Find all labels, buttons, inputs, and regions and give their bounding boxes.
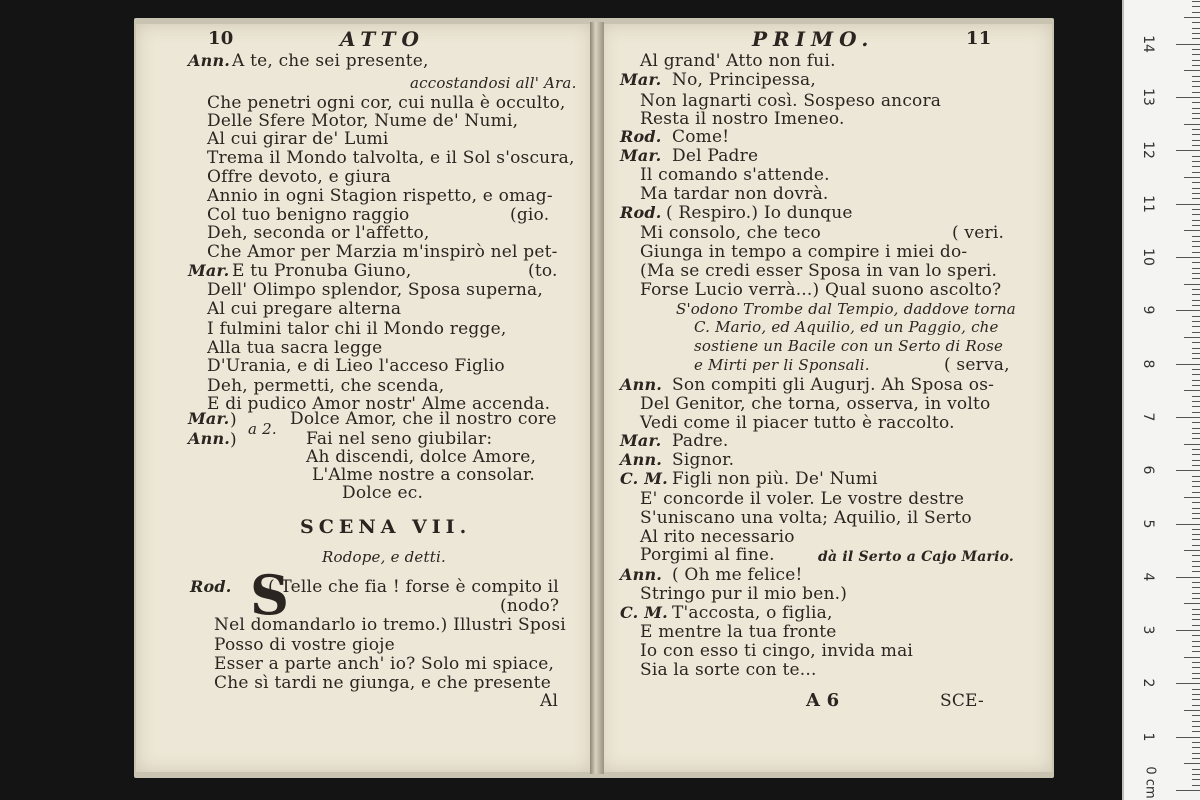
ruler-tick	[1176, 737, 1200, 738]
ruler-tick	[1176, 470, 1200, 471]
speaker-label: Ann.	[620, 565, 663, 584]
ruler-tick	[1192, 406, 1200, 407]
verse-line: Al rito necessario	[640, 527, 795, 547]
catchword: Al	[540, 691, 559, 711]
speaker-label: Rod.	[190, 577, 232, 596]
ruler-tick	[1192, 571, 1200, 572]
ruler-tick	[1192, 86, 1200, 87]
verse-line: A te, che sei presente,	[232, 51, 429, 71]
verse-line: Non lagnarti così. Sospeso ancora	[640, 91, 942, 111]
ruler-number: 2	[1140, 678, 1156, 688]
ruler-tick	[1192, 641, 1200, 642]
ruler-tick	[1192, 305, 1200, 306]
ruler-tick	[1192, 316, 1200, 317]
speaker-label: Mar.	[188, 261, 230, 280]
ruler-tick	[1192, 502, 1200, 503]
ruler-tick	[1192, 353, 1200, 354]
ruler-tick	[1192, 651, 1200, 652]
verse-line: Col tuo benigno raggio	[207, 205, 410, 225]
verse-line: T'accosta, o figlia,	[672, 603, 833, 623]
verse-line: Son compiti gli Augurj. Ah Sposa os-	[672, 375, 995, 395]
ruler-tick	[1192, 689, 1200, 690]
verse-line: Che Amor per Marzia m'inspirò nel pet-	[207, 242, 558, 262]
ruler-tick	[1192, 166, 1200, 167]
ruler-tick	[1176, 150, 1200, 151]
verse-line: Che penetri ogni cor, cui nulla è occulto,	[207, 93, 566, 113]
verse-line: Che sì tardi ne giunga, e che presente	[214, 673, 551, 693]
verse-line: Vedi come il piacer tutto è raccolto.	[640, 413, 955, 433]
verse-line: Posso di vostre gioje	[214, 635, 395, 655]
verse-line: E' concorde il voler. Le vostre destre	[640, 489, 965, 509]
ruler-tick	[1192, 758, 1200, 759]
speaker-label: Mar.	[620, 431, 662, 450]
verse-line: Stringo pur il mio ben.)	[640, 584, 848, 604]
ruler-tick	[1192, 715, 1200, 716]
verse-line: Dolce Amor, che il nostro core	[290, 409, 557, 429]
ruler-tick	[1176, 630, 1200, 631]
ruler-tick	[1192, 321, 1200, 322]
ruler-tick	[1192, 380, 1200, 381]
stage-direction: C. Mario, ed Aquilio, ed un Paggio, che	[694, 318, 999, 336]
ruler-tick	[1192, 38, 1200, 39]
verse-line: Fai nel seno giubilar:	[306, 429, 493, 449]
ruler-tick	[1192, 182, 1200, 183]
speaker-label: Ann.	[620, 375, 663, 394]
ruler-tick	[1192, 705, 1200, 706]
ruler-tick	[1192, 156, 1200, 157]
ruler-tick	[1192, 555, 1200, 556]
verse-line: Porgimi al fine.	[640, 545, 775, 565]
verse-turnover: ( serva,	[944, 355, 1010, 375]
ruler-tick	[1192, 678, 1200, 679]
verse-line: Io con esso ti cingo, invida mai	[640, 641, 914, 661]
ruler-tick	[1192, 476, 1200, 477]
ruler-tick	[1192, 1, 1200, 2]
ruler-tick	[1192, 113, 1200, 114]
ruler-tick	[1192, 753, 1200, 754]
verse-line: L'Alme nostre a consolar.	[312, 465, 536, 485]
verse-line: Offre devoto, e giura	[207, 167, 391, 187]
ruler-tick	[1184, 603, 1200, 604]
verse-line: Alla tua sacra legge	[207, 338, 383, 358]
verse-line: Ma tardar non dovrà.	[640, 184, 829, 204]
ruler-tick	[1192, 209, 1200, 210]
ruler-tick	[1192, 161, 1200, 162]
ruler-tick	[1184, 710, 1200, 711]
verse-line: Mi consolo, che teco	[640, 223, 821, 243]
verse-line: Annio in ogni Stagion rispetto, e omag-	[207, 186, 553, 206]
ruler-tick	[1176, 524, 1200, 525]
ruler-tick	[1192, 172, 1200, 173]
verse-line: Al cui girar de' Lumi	[207, 129, 389, 149]
ruler-tick	[1184, 124, 1200, 125]
scene-cast: Rodope, e detti.	[322, 548, 446, 566]
page-number: 10	[208, 28, 234, 49]
ruler-tick	[1192, 145, 1200, 146]
brace-mark: )	[230, 430, 237, 450]
ruler-tick	[1192, 662, 1200, 663]
stage-direction: dà il Serto a Cajo Mario.	[818, 549, 1014, 565]
ruler-tick	[1184, 550, 1200, 551]
ruler-tick	[1192, 396, 1200, 397]
ruler-tick	[1192, 65, 1200, 66]
ruler-tick	[1192, 561, 1200, 562]
ruler-tick	[1192, 545, 1200, 546]
ruler-tick	[1192, 785, 1200, 786]
verse-line: ( Respiro.) Io dunque	[666, 203, 853, 223]
ruler-tick	[1192, 726, 1200, 727]
ruler-tick	[1192, 214, 1200, 215]
ruler-tick	[1192, 492, 1200, 493]
ruler-tick	[1184, 390, 1200, 391]
ruler-tick	[1192, 262, 1200, 263]
ruler-tick	[1192, 134, 1200, 135]
ruler-tick	[1192, 33, 1200, 34]
verse-line: No, Principessa,	[672, 70, 816, 90]
verse-line: Figli non più. De' Numi	[672, 469, 878, 489]
speaker-label: Rod.	[620, 127, 662, 146]
ruler-tick	[1192, 369, 1200, 370]
measuring-ruler	[1122, 0, 1200, 800]
ruler-tick	[1192, 198, 1200, 199]
ruler-number: 13	[1140, 88, 1156, 106]
verse-line: ( Telle che fia ! forse è compito il	[268, 577, 559, 597]
ruler-tick	[1192, 193, 1200, 194]
verse-line: Al cui pregare alterna	[207, 299, 402, 319]
ruler-tick	[1192, 348, 1200, 349]
verse-line: Giunga in tempo a compire i miei do-	[640, 242, 968, 262]
ruler-tick	[1192, 742, 1200, 743]
ruler-number: 5	[1140, 519, 1156, 528]
ruler-tick	[1192, 667, 1200, 668]
ruler-number: 7	[1140, 412, 1156, 422]
ruler-tick	[1192, 721, 1200, 722]
ruler-tick	[1192, 12, 1200, 13]
speaker-label: Mar.	[188, 409, 230, 428]
ruler-number: 4	[1140, 572, 1156, 582]
verse-line: ( Oh me felice!	[672, 565, 803, 585]
ruler-tick	[1192, 140, 1200, 141]
ruler-tick	[1192, 300, 1200, 301]
ruler-number: 1	[1140, 732, 1156, 742]
speaker-label: Ann.	[620, 450, 663, 469]
ruler-tick	[1192, 374, 1200, 375]
stage-direction: S'odono Trombe dal Tempio, daddove torna	[676, 300, 1016, 318]
ruler-number: 8	[1140, 359, 1156, 369]
ruler-tick	[1176, 683, 1200, 684]
ruler-tick	[1184, 444, 1200, 445]
ruler-tick	[1176, 310, 1200, 311]
verse-line: Dell' Olimpo splendor, Sposa superna,	[207, 280, 543, 300]
ruler-tick	[1192, 92, 1200, 93]
verse-line: Sia la sorte con te...	[640, 660, 817, 680]
ruler-tick	[1192, 598, 1200, 599]
ruler-tick	[1192, 460, 1200, 461]
ruler-tick	[1192, 332, 1200, 333]
ruler-tick	[1192, 587, 1200, 588]
ruler-tick	[1176, 577, 1200, 578]
ruler-tick	[1192, 118, 1200, 119]
ruler-tick	[1192, 108, 1200, 109]
ruler-tick	[1192, 699, 1200, 700]
ruler-tick	[1192, 428, 1200, 429]
ruler-tick	[1176, 44, 1200, 45]
ruler-number: 10	[1140, 248, 1156, 266]
ruler-tick	[1192, 22, 1200, 23]
verse-turnover: (gio.	[510, 205, 550, 225]
ruler-tick	[1192, 673, 1200, 674]
ruler-tick	[1184, 657, 1200, 658]
ruler-tick	[1184, 763, 1200, 764]
verse-line: Al grand' Atto non fui.	[640, 51, 836, 71]
ruler-tick	[1192, 609, 1200, 610]
ruler-tick	[1192, 28, 1200, 29]
ruler-tick	[1176, 257, 1200, 258]
ruler-tick	[1192, 6, 1200, 7]
ruler-tick	[1192, 81, 1200, 82]
verse-line: E tu Pronuba Giuno,	[232, 261, 412, 281]
ruler-tick	[1192, 454, 1200, 455]
ruler-tick	[1192, 614, 1200, 615]
verse-line: S'uniscano una volta; Aquilio, il Serto	[640, 508, 972, 528]
ruler-tick	[1192, 268, 1200, 269]
ruler-number: 3	[1140, 625, 1156, 635]
ruler-tick	[1176, 417, 1200, 418]
ruler-tick	[1184, 177, 1200, 178]
verse-line: Forse Lucio verrà...) Qual suono ascolto?	[640, 280, 1002, 300]
ruler-tick	[1184, 497, 1200, 498]
ruler-tick	[1176, 790, 1200, 791]
running-head: PRIMO.	[752, 27, 875, 51]
ruler-tick	[1192, 76, 1200, 77]
speaker-label: C. M.	[620, 603, 668, 622]
ruler-tick	[1176, 97, 1200, 98]
verse-line: Ah discendi, dolce Amore,	[306, 447, 537, 467]
verse-line: Il comando s'attende.	[640, 165, 830, 185]
speaker-label: Ann.	[188, 429, 231, 448]
ruler-tick	[1192, 342, 1200, 343]
ruler-tick	[1192, 769, 1200, 770]
ruler-tick	[1192, 289, 1200, 290]
ruler-tick	[1192, 774, 1200, 775]
ruler-tick	[1192, 513, 1200, 514]
ruler-tick	[1192, 779, 1200, 780]
ruler-tick	[1192, 438, 1200, 439]
ruler-number: 11	[1140, 194, 1156, 213]
brace-mark: )	[230, 410, 237, 430]
ruler-tick	[1192, 694, 1200, 695]
ruler-tick	[1192, 619, 1200, 620]
ruler-tick	[1192, 294, 1200, 295]
ruler-tick	[1184, 17, 1200, 18]
book-gutter	[590, 22, 604, 774]
running-head: ATTO	[340, 27, 425, 51]
verse-line: E mentre la tua fronte	[640, 622, 837, 642]
speaker-label: Mar.	[620, 70, 662, 89]
ruler-tick	[1176, 204, 1200, 205]
verse-turnover: (to.	[528, 261, 558, 281]
drop-cap-letter: S	[250, 563, 289, 627]
ruler-tick	[1192, 449, 1200, 450]
verse-turnover: ( veri.	[952, 223, 1005, 243]
stage-direction: accostandosi all' Ara.	[410, 74, 577, 92]
verse-line: Padre.	[672, 431, 729, 451]
ruler-tick	[1192, 326, 1200, 327]
stage-direction: sostiene un Bacile con un Serto di Rose	[694, 337, 1004, 355]
verse-line: Resta il nostro Imeneo.	[640, 109, 845, 129]
ruler-number: 12	[1140, 141, 1156, 160]
verse-line: E di pudico Amor nostr' Alme accenda.	[207, 394, 551, 414]
ruler-tick	[1192, 102, 1200, 103]
ruler-tick	[1192, 236, 1200, 237]
verse-line: I fulmini talor chi il Mondo regge,	[207, 319, 507, 339]
ruler-tick	[1184, 230, 1200, 231]
ruler-tick	[1192, 129, 1200, 130]
verse-line: (Ma se credi esser Sposa in van lo speri.	[640, 261, 998, 281]
signature-mark: A 6	[806, 690, 840, 711]
ruler-tick	[1192, 481, 1200, 482]
verse-line: Delle Sfere Motor, Nume de' Numi,	[207, 111, 519, 131]
ruler-tick	[1192, 747, 1200, 748]
ruler-tick	[1192, 358, 1200, 359]
ruler-tick	[1192, 273, 1200, 274]
ruler-tick	[1192, 278, 1200, 279]
stage-direction: e Mirti per li Sponsali.	[694, 356, 870, 374]
speaker-label: Ann.	[188, 51, 231, 70]
ruler-tick	[1192, 566, 1200, 567]
verse-line: Signor.	[672, 450, 735, 470]
ruler-number: 6	[1140, 465, 1156, 475]
ruler-tick	[1192, 246, 1200, 247]
ruler-tick	[1192, 529, 1200, 530]
a-due-marker: a 2.	[248, 420, 277, 438]
ruler-tick	[1192, 433, 1200, 434]
ruler-tick	[1184, 337, 1200, 338]
ruler-number: 14	[1140, 34, 1156, 53]
page-number: 11	[966, 28, 992, 49]
catchword: SCE-	[940, 691, 984, 711]
verse-line: Deh, permetti, che scenda,	[207, 376, 445, 396]
ruler-tick	[1192, 582, 1200, 583]
verse-line: Come!	[672, 127, 730, 147]
ruler-tick	[1192, 54, 1200, 55]
ruler-tick	[1192, 593, 1200, 594]
verse-line: Deh, seconda or l'affetto,	[207, 223, 430, 243]
ruler-tick	[1192, 252, 1200, 253]
ruler-tick	[1192, 225, 1200, 226]
verse-line: Trema il Mondo talvolta, e il Sol s'oscura,	[207, 148, 575, 168]
verse-line: Del Genitor, che torna, osserva, in volto	[640, 394, 991, 414]
ruler-tick	[1176, 364, 1200, 365]
ruler-tick	[1192, 422, 1200, 423]
ruler-tick	[1192, 385, 1200, 386]
verse-line: Dolce ec.	[342, 483, 424, 503]
ruler-tick	[1192, 465, 1200, 466]
ruler-tick	[1192, 412, 1200, 413]
ruler-tick	[1184, 70, 1200, 71]
ruler-tick	[1192, 508, 1200, 509]
ruler-tick	[1192, 646, 1200, 647]
verse-line: Del Padre	[672, 146, 759, 166]
ruler-tick	[1192, 539, 1200, 540]
ruler-tick	[1192, 241, 1200, 242]
ruler-tick	[1192, 534, 1200, 535]
speaker-label: C. M.	[620, 469, 668, 488]
ruler-tick	[1192, 188, 1200, 189]
verse-line: D'Urania, e di Lieo l'acceso Figlio	[207, 356, 505, 376]
ruler-tick	[1192, 60, 1200, 61]
ruler-tick	[1192, 49, 1200, 50]
speaker-label: Mar.	[620, 146, 662, 165]
ruler-tick	[1192, 635, 1200, 636]
verse-line: Esser a parte anch' io? Solo mi spiace,	[214, 654, 555, 674]
ruler-tick	[1192, 401, 1200, 402]
ruler-tick	[1192, 625, 1200, 626]
verse-line: Nel domandarlo io tremo.) Illustri Sposi	[214, 615, 566, 635]
verse-line: (nodo?	[500, 596, 560, 616]
ruler-tick	[1192, 518, 1200, 519]
scene-title: SCENA VII.	[300, 516, 472, 538]
ruler-number: 9	[1140, 305, 1156, 315]
ruler-tick	[1192, 731, 1200, 732]
speaker-label: Rod.	[620, 203, 662, 222]
ruler-tick	[1184, 284, 1200, 285]
ruler-tick	[1192, 486, 1200, 487]
ruler-tick	[1192, 220, 1200, 221]
ruler-unit-label: 0 cm	[1142, 766, 1158, 799]
